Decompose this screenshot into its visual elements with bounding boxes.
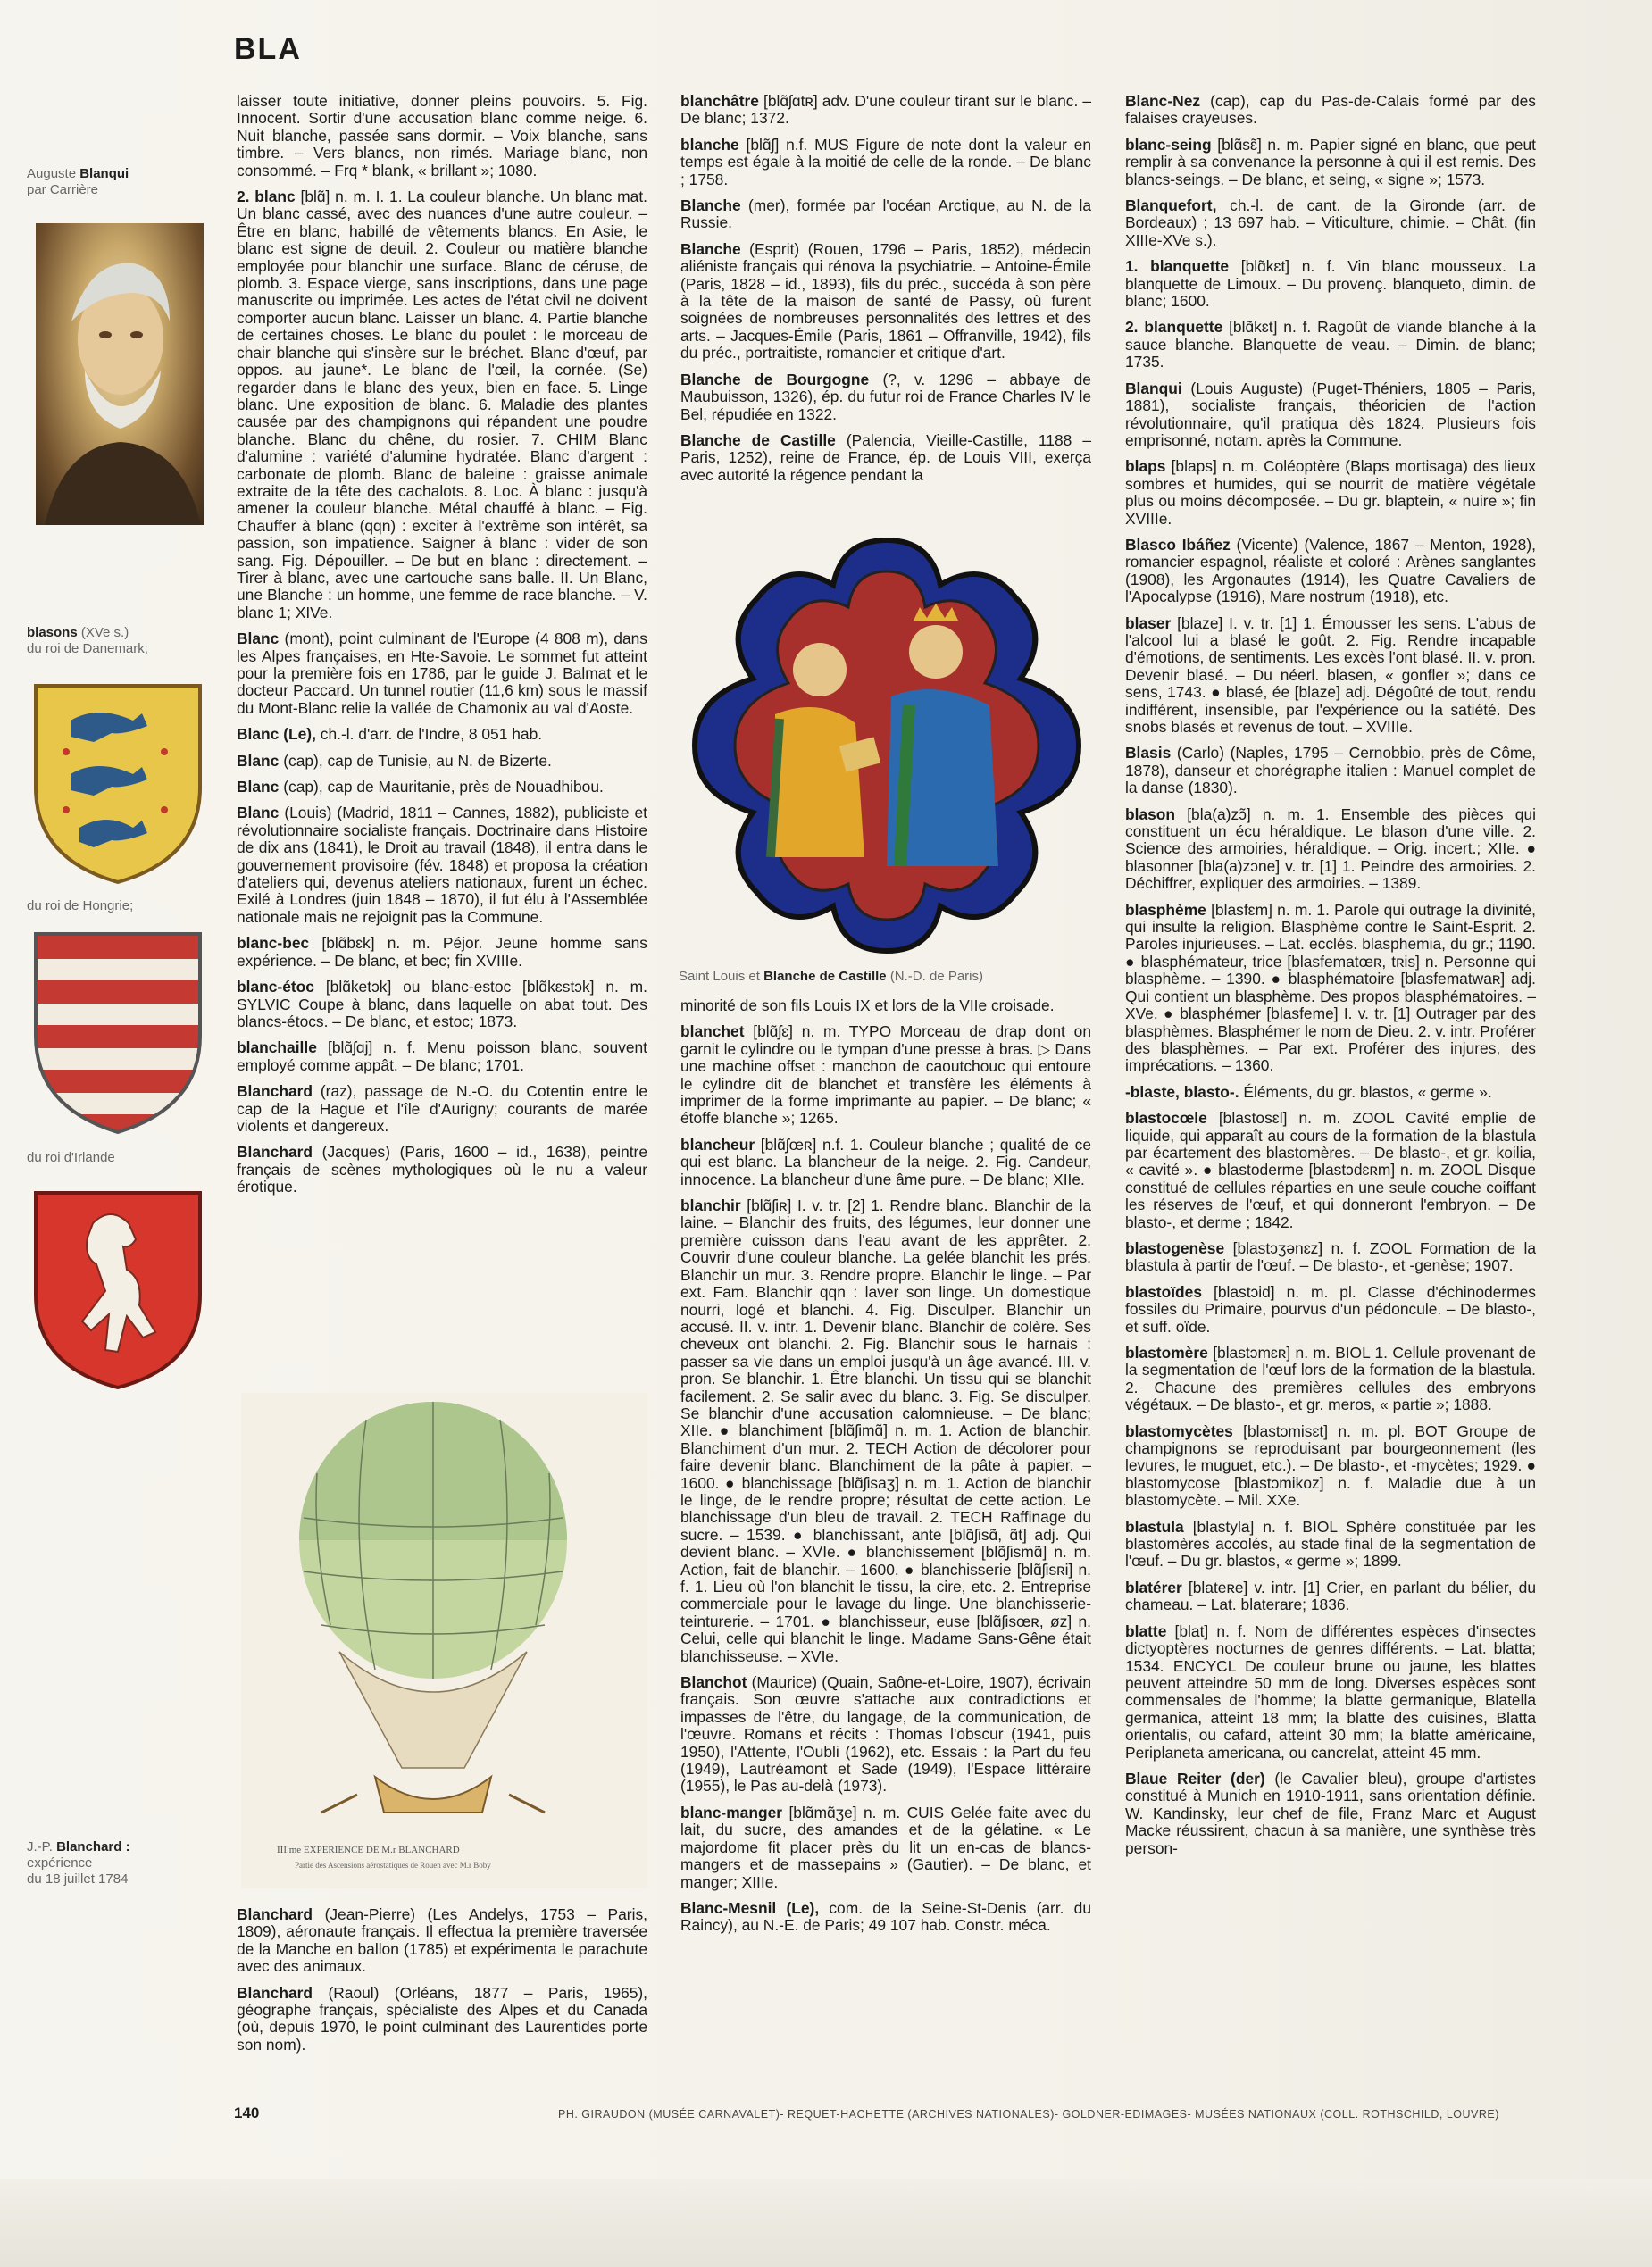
caption-name: Blanchard : — [56, 1839, 130, 1854]
entry-text: (Carlo) (Naples, 1795 – Cernobbio, près de Côme, 1878), danseur et chorégraphe italien : Manuel complet de la danse (1830). — [1125, 744, 1536, 797]
entry-text: (mont), point culminant de l'Europe (4 808 m), dans les Alpes françaises, en Hte-Savoie. Le sommet fut atteint pour la première fois en 1786, par le guide J. Balmat et le docteur Paccard. Un tunnel routier (11,6 km) sous le massif du Mont-Blanc relie la vallée de Chamonix au val d'Aoste. — [237, 629, 647, 717]
dictionary-entry — [680, 1023, 1091, 1127]
entry-headword: blaser — [1125, 613, 1172, 632]
entry-text: (Louis Auguste) (Puget-Théniers, 1805 – Paris, 1881), socialiste français, théoricien de l'action révolutionnaire, qu'il pratiqua dès 1824. Plusieurs fois emprisonné, notam. après la Commune. — [1125, 379, 1536, 449]
caption-text: par Carrière — [27, 182, 99, 197]
dictionary-entry — [237, 753, 647, 770]
dictionary-entry — [237, 779, 647, 796]
entry-text: (Maurice) (Quain, Saône-et-Loire, 1907), écrivain français. Son œuvre s'attache aux contradictions et impasses de l'être, du langage, de la communication, de l'œuvre. Romans et récits : Thomas l'obscur (1941, puis 1950), l'Attente, l'Oubli (1962), etc. Essais : la Part du feu (1949), Lautréamont et Sade (1949), l'Espace littéraire (1955), le Pas au-delà (1973). — [680, 1673, 1091, 1796]
entry-headword: Blanc — [237, 629, 280, 648]
dictionary-entry — [680, 197, 1091, 232]
entry-text: (Esprit) (Rouen, 1796 – Paris, 1852), médecin aliéniste français qui rénova la psychiatrie. – Antoine-Émile (Paris, 1828 – id., 1893), fils du préc., succéda à son père à la tête de la maison de santé de Passy, où furent soignées de nombreuses personnalités des lettres et des arts. – Jacques-Émile (Paris, 1861 – Offranville, 1942), fils du préc., portraitiste, romancier et critique d'art. — [680, 239, 1091, 363]
entry-text: [blɑ̃] n. m. I. 1. La couleur blanche. Un blanc mat. Un blanc cassé, avec des nuances d'une autre couleur. – Être en blanc, habillé de vêtements blancs. En Asie, le blanc est signe de deuil. 2. Couleur ou matière blanche employée pour blanchir une surface. Blanc de céruse, de plomb. 3. Espace vierge, sans inscriptions, dans une page manuscrite ou imprimée. Les actes de l'état civil ne doivent comporter aucun blanc. Laisser un blanc. 4. Partie blanche de certaines choses. Le blanc du poulet : le morceau de chair blanche qui s'insère sur le bréchet. Blanc d'œuf, par oppos. au jaune*. Le blanc de l'œil, la cornée. (Se) regarder dans le blanc des yeux, bien en face. 5. Linge blanc. Une exposition de blanc. 6. Maladie des plantes causée par des champignons qui répandent une poudre blanche. Blanc du chêne, du rosier. 7. CHIM Blanc d'alumine : variété d'alumine hydratée. Blanc d'argent : carbonate de plomb. Blanc de baleine : graisse animale extraite de la tête des cachalots. 8. Loc. À blanc : jusqu'à amener la couleur blanche. Métal chauffé à blanc. – Fig. Chauffer à blanc (qqn) : exciter à l'extrême son intérêt, sa passion, son impatience. Saigner à blanc : vider de son sang. Fig. Dépouiller. – De but en blanc : directement. – Tirer à blanc, avec une cartouche sans balle. II. Un Blanc, une Blanche : un homme, une femme de race blanche. – V. blanc 1; XIVe. — [237, 188, 647, 621]
entry-headword: Blanc — [237, 804, 280, 822]
entry-text: (cap), cap de Mauritanie, près de Nouadhibou. — [283, 778, 604, 796]
dictionary-entry — [1125, 902, 1536, 1075]
entry-headword: Blanchard — [237, 1983, 313, 2002]
caption-text: (XVe s.) — [80, 625, 129, 640]
caption-castille — [679, 969, 983, 984]
caption-blasons — [27, 625, 205, 657]
entry-headword: blanche — [680, 135, 739, 154]
dictionary-entry — [1125, 1345, 1536, 1414]
dictionary-entry — [1125, 258, 1536, 310]
dictionary-entry — [1125, 745, 1536, 796]
entry-headword: Blaue Reiter (der) — [1125, 1769, 1265, 1788]
dictionary-entry — [1125, 537, 1536, 606]
dictionary-entry — [680, 1804, 1091, 1891]
dictionary-entry — [237, 979, 647, 1030]
entry-text: (Palencia, Vieille-Castille, 1188 – Paris, 1252), reine de France, ép. de Louis VIII, exerça avec autorité la régence pendant la — [680, 430, 1091, 484]
entry-headword: 2. blanquette — [1125, 318, 1223, 337]
entry-headword: Blanche — [680, 239, 741, 258]
dictionary-entry — [1125, 615, 1536, 737]
entry-text: (Louis) (Madrid, 1811 – Cannes, 1882), publiciste et révolutionnaire socialiste français. Doctrinaire dans Histoire de dix ans (1841), le Droit au travail (1848), il entra dans le gouvernement provisoire (fév. 1848) et proposa la création d'ateliers qui, devenus ateliers nationaux, furent un échec. Exilé à Londres (juin 1848 – 1870), il fut élu à l'Assemblée nationale mais ne rejoignit pas la Commune. — [237, 804, 647, 926]
entry-headword: Blanqui — [1125, 379, 1182, 397]
dictionary-entry — [1125, 1423, 1536, 1510]
dictionary-entry — [237, 1083, 647, 1135]
entry-headword: Blanchard — [237, 1082, 313, 1101]
entry-text: (cap), cap de Tunisie, au N. de Bizerte. — [283, 751, 552, 770]
entry-text: [blastɔmɛʀ] n. m. BIOL 1. Cellule provenant de la segmentation de l'œuf lors de la formation de la blastula. 2. Chacune des premières cellules des embryons végétaux. – De blasto-, et gr. meros, « partie »; 1888. — [1125, 1344, 1536, 1414]
caption-text: expérience — [27, 1855, 93, 1871]
entry-headword: Blanc-Nez — [1125, 92, 1201, 110]
entry-headword: blasphème — [1125, 900, 1206, 919]
entry-headword: blason — [1125, 804, 1176, 823]
entry-text: laisser toute initiative, donner pleins pouvoirs. 5. Fig. Innocent. Sortir d'une accusation blanc comme neige. 6. Nuit blanche, passée sans dormir. – Voix blanche, sans timbre. – Vers blancs, non rimés. Mariage blanc, non consommé. – Frq * blank, « brillant »; 1080. — [237, 92, 647, 179]
entry-text: [blastɔʒənɛz] n. f. ZOOL Formation de la blastula à partir de l'œuf. – De blasto-, et -genèse; 1907. — [1125, 1238, 1536, 1275]
entry-text: ch.-l. de cant. de la Gironde (arr. de Bordeaux) ; 13 697 hab. – Viticulture, chimie. – Chât. (fin XIIIe-XVe s.). — [1125, 196, 1536, 249]
caption-text: du 18 juillet 1784 — [27, 1871, 129, 1887]
entry-headword: blastomère — [1125, 1344, 1208, 1362]
dictionary-entry — [1125, 1110, 1536, 1231]
dictionary-entry — [680, 997, 1091, 1014]
entry-headword: Blanc — [237, 751, 280, 770]
photo-credits: PH. GIRAUDON (MUSÉE CARNAVALET)- REQUET-HACHETTE (ARCHIVES NATIONALES)- GOLDNER-EDIMAGES- MUSÉES NATIONAUX (COLL. ROTHSCHILD, LOUVRE) — [558, 2108, 1499, 2121]
entry-text: (Raoul) (Orléans, 1877 – Paris, 1965), géographe français, spécialiste des Alpes et du Canada (où, depuis 1970, le point culminant des Laurentides porte son nom). — [237, 1983, 647, 2054]
entry-headword: Blanche — [680, 196, 741, 215]
caption-text: du roi d'Irlande — [27, 1150, 115, 1165]
entry-text: [blastosɛl] n. m. ZOOL Cavité emplie de liquide, qui apparaît au cours de la formation de la blastula par écartement des blastomères. – De blasto-, et gr. koilia, « cavité ». ● blastoderme [blastɔdɛʀm] n. m. ZOOL Disque constitué de cellules réparties en une seule couche coiffant les réserves de l'œuf, et qui donneront l'embryon. – De blasto-, et derme ; 1842. — [1125, 1109, 1536, 1231]
dictionary-entry — [680, 432, 1091, 484]
dictionary-entry — [1125, 1771, 1536, 1857]
caption-text: Saint Louis et — [679, 969, 760, 984]
entry-headword: blanchet — [680, 1022, 745, 1041]
blanqui-portrait-image — [36, 223, 204, 525]
dictionary-entry — [680, 1900, 1091, 1935]
entry-headword: blastomycètes — [1125, 1421, 1233, 1440]
entry-headword: blatérer — [1125, 1578, 1182, 1596]
entry-headword: blaps — [1125, 457, 1166, 476]
caption-hongrie — [27, 898, 205, 914]
dictionary-entry — [237, 630, 647, 717]
entry-text: (Vicente) (Valence, 1867 – Menton, 1928), romancier espagnol, réaliste et coloré : Arènes sanglantes (1908), les Argonautes (1914), les Quatre Cavaliers de l'Apocalypse (1916), Mare nostrum (1918), etc. — [1125, 535, 1536, 606]
entry-headword: blatte — [1125, 1621, 1167, 1640]
entry-text: (raz), passage de N.-O. du Cotentin entre le cap de la Hague et l'île d'Aurigny; courants de marée violents et dangereux. — [237, 1082, 647, 1135]
dictionary-entry — [680, 371, 1091, 423]
column-1 — [237, 93, 647, 1205]
entry-headword: Blanc (Le), — [237, 725, 316, 744]
entry-text: minorité de son fils Louis IX et lors de la VIIe croisade. — [680, 996, 1055, 1014]
engraving-text-2: Partie des Ascensions aérostatiques de Rouen avec M.r Boby — [295, 1861, 491, 1870]
dictionary-entry — [1125, 93, 1536, 128]
entry-headword: blastogenèse — [1125, 1238, 1225, 1257]
entry-text: (?, v. 1296 – abbaye de Maubuisson, 1326), ép. du futur roi de France Charles IV le Bel, répudiée en 1322. — [680, 370, 1091, 423]
entry-text: [blɑ̃kɛt] n. f. Ragoût de viande blanche à la sauce blanche. Blanquette de veau. – Dimin. de blanc; 1735. — [1125, 318, 1536, 371]
caption-blanchard — [27, 1839, 205, 1888]
entry-headword: Blanchard — [237, 1905, 313, 1923]
entry-text: [blɑ̃mɑ̃ʒe] n. m. CUIS Gelée faite avec du lait, du sucre, des amandes et de la gélatine. « Le majordome fit placer près du lit un en-cas de blancs-mangers et de massepains » (Gautier). – De blanc, et manger; XIIIe. — [680, 1803, 1091, 1891]
entry-text: (Jean-Pierre) (Les Andelys, 1753 – Paris, 1809), aéronaute français. Il effectua la première traversée de la Manche en ballon (1785) et expérimenta le parachute avec des animaux. — [237, 1905, 647, 1976]
dictionary-entry — [1125, 806, 1536, 893]
entry-text: com. de la Seine-St-Denis (arr. du Raincy), au N.-E. de Paris; 49 107 hab. Constr. méca. — [680, 1898, 1091, 1935]
column-2 — [680, 93, 1091, 493]
entry-text: [blɑ̃bɛk] n. m. Péjor. Jeune homme sans expérience. – De blanc, et bec; fin XVIIIe. — [237, 934, 647, 970]
dictionary-entry — [237, 188, 647, 621]
entry-headword: Blanche de Castille — [680, 430, 836, 449]
caption-text: du roi de Danemark; — [27, 641, 148, 656]
dictionary-entry — [1125, 458, 1536, 528]
entry-headword: blanchâtre — [680, 92, 759, 110]
dictionary-entry — [1125, 1240, 1536, 1275]
entry-text: [blastɔid] n. m. pl. Classe d'échinodermes fossiles du Primaire, pourvus d'un pédoncule. – De blasto-, et suff. oïde. — [1125, 1282, 1536, 1336]
dictionary-entry — [237, 1985, 647, 2054]
entry-text: [blɑ̃kɛt] n. f. Vin blanc mousseux. La blanquette de Limoux. – Du provenç. blanqueto, dimin. de blanc; 1600. — [1125, 257, 1536, 311]
dictionary-entry — [237, 93, 647, 179]
entry-text: ch.-l. d'arr. de l'Indre, 8 051 hab. — [320, 725, 543, 744]
shield-hungary-icon — [30, 929, 205, 1136]
entry-text: [blɑ̃ʃɑtʀ] adv. D'une couleur tirant sur le blanc. – De blanc; 1372. — [680, 92, 1091, 128]
dictionary-entry — [1125, 1579, 1536, 1614]
dictionary-entry — [680, 241, 1091, 363]
entry-text: [bla(a)zɔ̃] n. m. 1. Ensemble des pièces qui constituent un écu héraldique. Le blason d'une ville. 2. Science des armoiries, héraldique. – Orig. incert.; XIIe. ● blasonner [bla(a)zɔne] v. tr. [1] 1. Peindre des armoiries. 2. Déchiffrer, expliquer des armoiries. – 1389. — [1125, 804, 1536, 893]
dictionary-entry — [237, 804, 647, 926]
entry-headword: blancheur — [680, 1135, 755, 1154]
entry-headword: Blanchot — [680, 1673, 747, 1692]
blanchard-balloon-image — [241, 1393, 647, 1888]
caption-name: blasons — [27, 625, 78, 640]
page-bottom-edge — [0, 2179, 1652, 2267]
shield-ireland-icon — [30, 1188, 205, 1391]
entry-text: (mer), formée par l'océan Arctique, au N. de la Russie. — [680, 196, 1091, 232]
column-3 — [1125, 93, 1536, 1866]
dictionary-entry — [680, 1674, 1091, 1796]
entry-text: (le Cavalier bleu), groupe d'artistes constitué à Munich en 1910-1911, sans orientation définie. W. Kandinsky, leur chef de file, Franz Marc et August Macke réussirent, chacun à sa manière, une synthèse très person- — [1125, 1769, 1536, 1857]
caption-text: du roi de Hongrie; — [27, 898, 134, 913]
column-2-lower — [680, 997, 1091, 1944]
dictionary-entry — [1125, 137, 1536, 188]
column-1-bottom — [237, 1906, 647, 2063]
entry-headword: -blaste, blasto-. — [1125, 1082, 1239, 1101]
entry-headword: Blasis — [1125, 744, 1172, 763]
entry-text: Éléments, du gr. blastos, « germe ». — [1243, 1082, 1492, 1101]
entry-headword: blastocœle — [1125, 1109, 1207, 1128]
entry-headword: Blanc — [237, 778, 280, 796]
entry-headword: blastula — [1125, 1517, 1184, 1536]
entry-headword: blastoïdes — [1125, 1282, 1203, 1301]
entry-headword: blanc-seing — [1125, 135, 1212, 154]
entry-text: [blɑ̃ʃœʀ] n.f. 1. Couleur blanche ; qualité de ce qui est blanc. La blancheur de la neige. 2. Fig. Candeur, innocence. La blancheur d'une âme pure. – De blanc; XIIe. — [680, 1135, 1091, 1188]
dictionary-entry — [237, 1144, 647, 1196]
entry-text: [blɑ̃ʃ] n.f. MUS Figure de note dont la valeur en temps est égale à la moitié de celle de la ronde. – De blanc ; 1758. — [680, 135, 1091, 188]
entry-headword: blanc-manger — [680, 1803, 783, 1821]
page-number: 140 — [234, 2104, 260, 2121]
entry-headword: Blanche de Bourgogne — [680, 370, 870, 388]
entry-headword: blanchaille — [237, 1038, 317, 1057]
entry-headword: 1. blanquette — [1125, 257, 1230, 276]
dictionary-entry — [1125, 380, 1536, 450]
dictionary-entry — [1125, 1084, 1536, 1101]
caption-irlande — [27, 1150, 205, 1166]
entry-text: [blaps] n. m. Coléoptère (Blaps mortisaga) des lieux sombres et humides, qui se nourrit de matière végétale plus ou moins décomposée. – Du gr. blaptein, « nuire »; fin XVIIIe. — [1125, 457, 1536, 528]
entry-text: (Jacques) (Paris, 1600 – id., 1638), peintre français de scènes mythologiques où le nu a valeur érotique. — [237, 1143, 647, 1196]
caption-name: Blanqui — [79, 166, 129, 181]
entry-text: [blastyla] n. f. BIOL Sphère constituée par les blastomères accolés, au stade final de la segmentation de l'œuf. – Du gr. blastos, « germe »; 1899. — [1125, 1517, 1536, 1571]
dictionary-entry — [1125, 1519, 1536, 1571]
dictionary-entry — [680, 1197, 1091, 1665]
caption-text: Auguste — [27, 166, 77, 181]
entry-text: [blɑ̃sɛ̃] n. m. Papier signé en blanc, que peut remplir à sa convenance la personne à qui il est remis. Des blancs-seings. – De blanc, et seing, « signe »; 1573. — [1125, 135, 1536, 188]
entry-headword: Blanc-Mesnil (Le), — [680, 1898, 820, 1917]
entry-text: [blat] n. f. Nom de différentes espèces d'insectes dictyoptères nocturnes de genres différents. – Lat. blatta; 1534. ENCYCL De couleur brune ou jaune, les blattes peuvent atteindre 50 mm de long. Diverses espèces sont commensales de l'homme; la blatte germanique, Blatella germanica, atteint 18 mm; la blatte des cuisines, Blatta orientalis, ou cafard, atteint 30 mm; la blatte américaine, Periplaneta americana, ou cancrelat, atteint 45 mm. — [1125, 1621, 1536, 1762]
entry-text: [blɑ̃ketɔk] ou blanc-estoc [blɑ̃kɛstɔk] n. m. SYLVIC Coupe à blanc, dans laquelle on abat tout. Des blancs-étocs. – De blanc, et estoc; 1873. — [237, 978, 647, 1030]
entry-text: [blɑ̃ʃɑj] n. f. Menu poisson blanc, souvent employé comme appât. – De blanc; 1701. — [237, 1038, 647, 1074]
entry-text: [blaze] I. v. tr. [1] 1. Émousser les sens. L'abus de l'alcool lui a blasé le goût. 2. Fig. Rendre incapable d'émotions, de sentiments. Les excès l'ont blasé. II. v. pron. Devenir blasé. – Du néerl. blasen, « gonfler »; dans ce sens, 1743. ● blasé, ée [blaze] adj. Dégoûté de tout, rendu indifférent, insensible, par l'expérience ou la satiété. Des snobs blasés et revenus de tout. – XVIIIe. — [1125, 613, 1536, 736]
dictionary-entry — [237, 726, 647, 743]
blanche-de-castille-stained-glass-image — [686, 536, 1088, 955]
dictionary-entry — [680, 137, 1091, 188]
entry-text: [blateʀe] v. intr. [1] Crier, en parlant du bélier, du chameau. – Lat. blaterare; 1836. — [1125, 1578, 1536, 1614]
entry-headword: Blanquefort, — [1125, 196, 1217, 215]
dictionary-entry — [1125, 319, 1536, 371]
dictionary-entry — [237, 935, 647, 970]
entry-text: [blastɔmisɛt] n. m. pl. BOT Groupe de champignons se reproduisant par bourgeonnement (les levures, le muguet, etc.). – De blasto-, et -mycètes; 1929. ● blastomycose [blastɔmikoz] n. f. Maladie due à un blastomycète. – Mil. XXe. — [1125, 1421, 1536, 1510]
dictionary-entry — [237, 1906, 647, 1976]
caption-blanqui — [27, 166, 205, 198]
caption-text: J.-P. — [27, 1839, 53, 1854]
dictionary-entry — [680, 1137, 1091, 1188]
dictionary-entry — [1125, 1623, 1536, 1762]
entry-headword: 2. blanc — [237, 188, 296, 206]
caption-name: Blanche de Castille — [763, 969, 887, 984]
shield-denmark-icon — [30, 680, 205, 886]
entry-text: [blɑ̃ʃiʀ] I. v. tr. [2] 1. Rendre blanc. Blanchir de la laine. – Blanchir des fruits, des légumes, leur donner une première cuisson dans l'eau avant de les apprêter. 2. Couvrir d'une couleur blanche. La gelée blanchit les prés. Blanchir un mur. 3. Rendre propre. Blanchir le linge. – Par ext. Fam. Blanchir qqn : laver son linge. Un domestique nourri, logé et blanchi. 4. Fig. Disculper. Blanchir un accusé. II. v. intr. 1. Devenir blanc. Blanchir de colère. Ses cheveux ont blanchi. 2. Fig. Blanchir sous le harnais : passer sa vie dans un emploi jusqu'à un âge avancé. III. v. pron. Se blanchir. 1. Être blanchi. Un tissu qui se blanchit facilement. 2. Se salir avec du blanc. 3. Fig. Se disculper. Se blanchir d'une accusation calomnieuse. – De blanc; XIIe. ● blanchiment [blɑ̃ʃimɑ̃] n. m. 1. Action de blanchir. Blanchiment d'un mur. 2. TECH Action de décolorer pour faire devenir blanc. Blanchiment de la pâte à papier. – 1600. ● blanchissage [blɑ̃ʃisaʒ] n. m. 1. Action de blanchir le linge, de le rendre propre; résultat de cette action. Le blanchissage d'un bleu de travail. 2. TECH Raffinage du sucre. – 1539. ● blanchissant, ante [blɑ̃ʃisɑ̃, ɑ̃t] adj. Qui devient blanc. – XVIe. ● blanchissement [blɑ̃ʃismɑ̃] n. m. Action, fait de blanchir. – 1600. ● blanchisserie [blɑ̃ʃisʀi] n. f. 1. Lieu où l'on blanchit le tissu, la cire, etc. 2. Entreprise commerciale pour le lavage du linge. Une blanchisserie-teinturerie. – 1701. ● blanchisseur, euse [blɑ̃ʃisœʀ, øz] n. Celui, celle qui blanchit le linge. Madame Sans-Gêne était blanchisseuse. – XVIe. — [680, 1196, 1091, 1665]
entry-text: [blɑ̃ʃɛ] n. m. TYPO Morceau de drap dont on garnit le cylindre ou le tympan d'une presse à bras. ▷ Dans une machine offset : manchon de caoutchouc qui entoure le cylindre dit de blanchet et transfère les éléments à imprimer de la forme imprimante au papier. – De blanc; « étoffe blanche »; 1265. — [680, 1022, 1091, 1128]
entry-headword: blanc-étoc — [237, 978, 314, 996]
entry-headword: Blanchard — [237, 1143, 313, 1162]
entry-headword: Blasco Ibáñez — [1125, 535, 1231, 554]
dictionary-entry — [237, 1039, 647, 1074]
dictionary-entry — [680, 93, 1091, 128]
entry-headword: blanchir — [680, 1196, 741, 1215]
dictionary-entry — [1125, 197, 1536, 249]
entry-text: [blasfɛm] n. m. 1. Parole qui outrage la divinité, qui insulte la religion. Blasphème contre le Saint-Esprit. 2. Paroles injurieuses. – Lat. ecclés. blasphemia, du gr.; 1190. ● blasphémateur, trice [blasfematœʀ, tʀis] n. Personne qui blasphème. – 1390. ● blasphématoire [blasfematwaʀ] adj. Qui contient un blasphème. Des propos blasphématoires. – XVe. ● blasphémer [blasfeme] I. v. tr. [1] Outrager par des blasphèmes. Blasphémer le nom de Dieu. 2. v. intr. Proférer des blasphèmes. – Par ext. Proférer des injures, des imprécations. – 1360. — [1125, 900, 1537, 1075]
dictionary-entry — [1125, 1284, 1536, 1336]
entry-headword: blanc-bec — [237, 934, 310, 953]
caption-text: (N.-D. de Paris) — [889, 969, 983, 984]
engraving-text-1: III.me EXPERIENCE DE M.r BLANCHARD — [277, 1845, 460, 1855]
entry-text: (cap), cap du Pas-de-Calais formé par des falaises crayeuses. — [1125, 92, 1537, 128]
running-head: BLA — [234, 32, 302, 66]
